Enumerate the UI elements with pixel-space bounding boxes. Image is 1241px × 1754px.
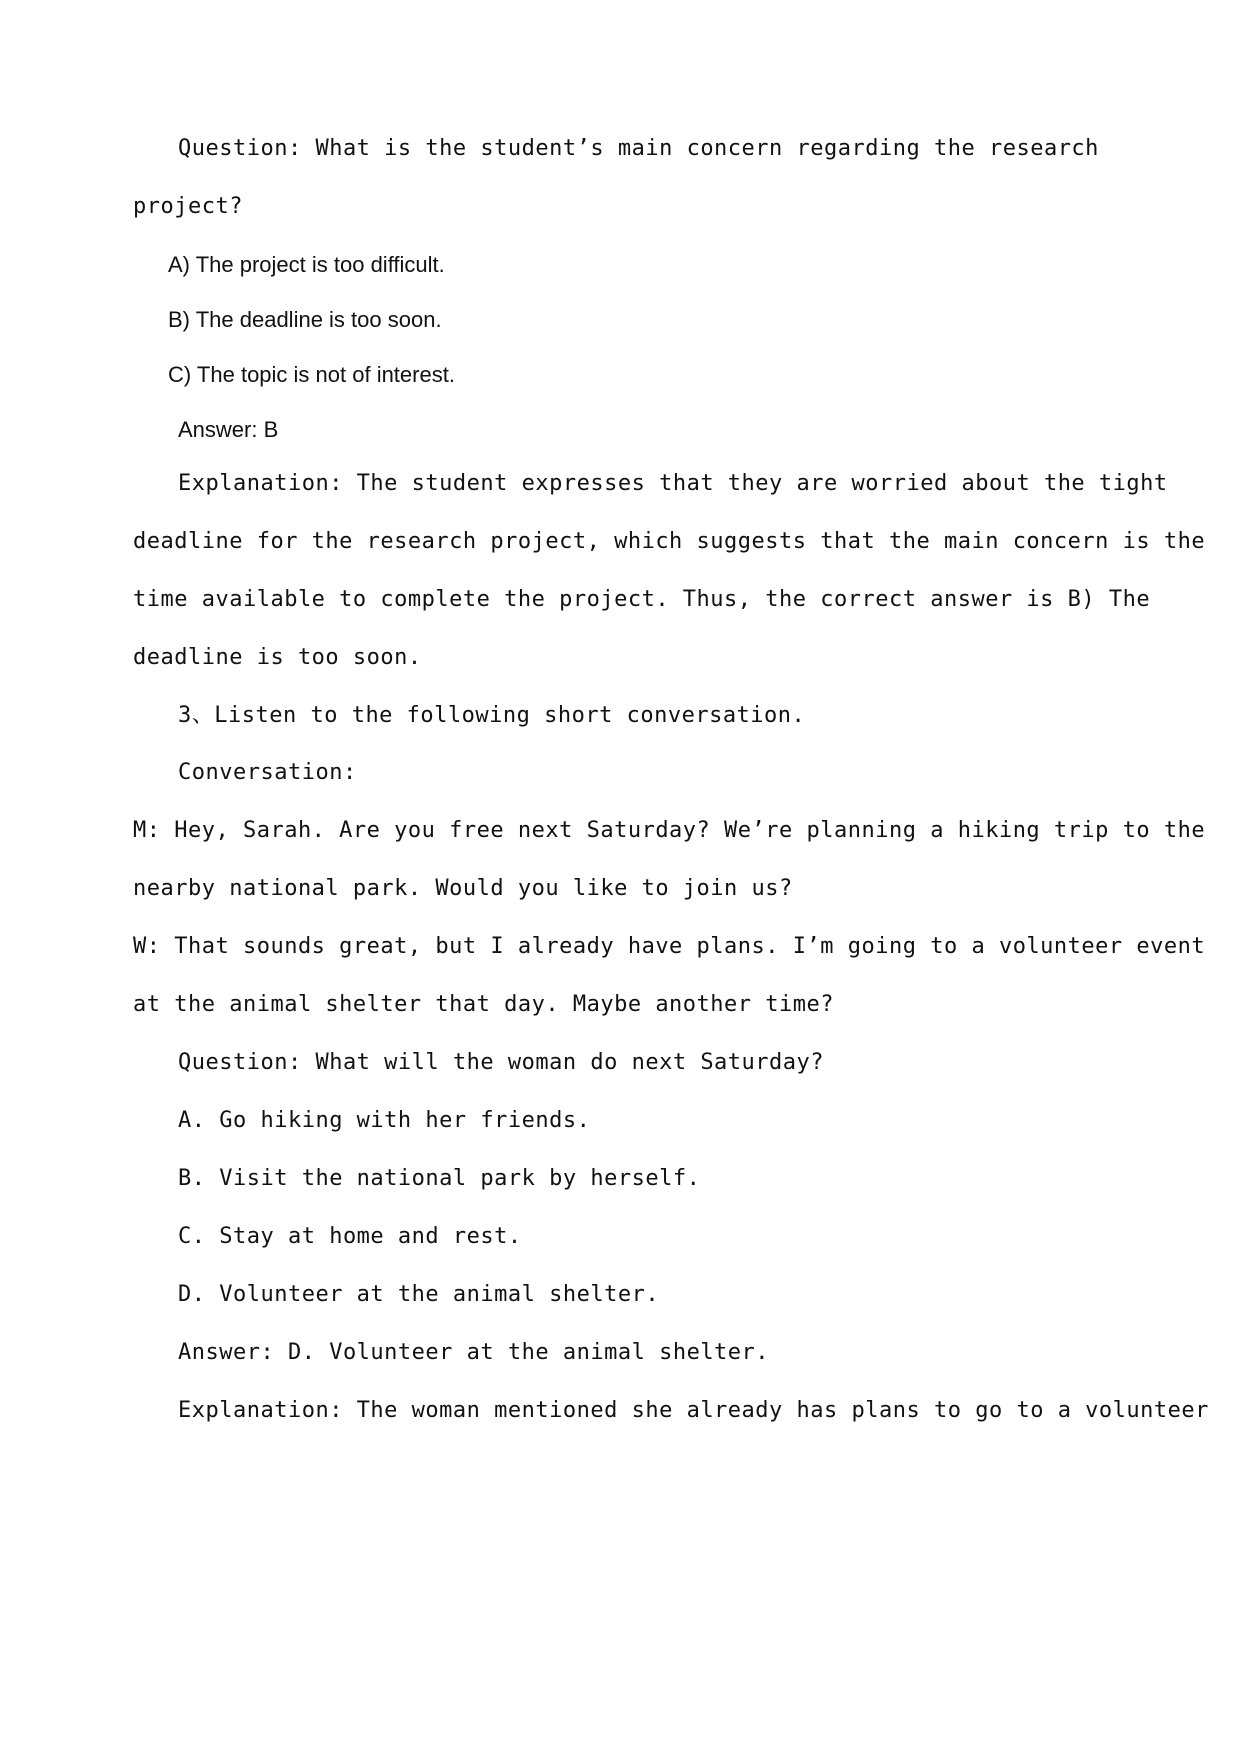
q2-explanation-line-1: Explanation: The student expresses that they are worried about the tight [178,471,1168,496]
q3-option-a: A. Go hiking with her friends. [178,1108,591,1133]
q2-option-a: A) The project is too difficult. [168,252,445,277]
q3-option-c: C. Stay at home and rest. [178,1224,522,1249]
q3-dialogue-line-1: M: Hey, Sarah. Are you free next Saturday? We’re planning a hiking trip to the [133,818,1206,843]
q2-explanation-line-2: deadline for the research project, which suggests that the main concern is the [133,529,1206,554]
q2-question-line-1: Question: What is the student’s main concern regarding the research [178,136,1099,161]
q2-answer: Answer: B [178,417,279,442]
q3-option-d: D. Volunteer at the animal shelter. [178,1282,660,1307]
q3-explanation-line-1: Explanation: The woman mentioned she already has plans to go to a volunteer [178,1398,1209,1423]
q3-question: Question: What will the woman do next Saturday? [178,1050,825,1075]
q3-heading: 3、Listen to the following short conversation. [178,703,806,728]
q2-explanation-line-4: deadline is too soon. [133,645,422,670]
q3-dialogue-line-3: W: That sounds great, but I already have plans. I’m going to a volunteer event [133,934,1206,959]
q3-option-b: B. Visit the national park by herself. [178,1166,701,1191]
q2-question-line-2: project? [133,194,243,219]
q2-explanation-line-3: time available to complete the project. Thus, the correct answer is B) The [133,587,1151,612]
q3-dialogue-line-4: at the animal shelter that day. Maybe another time? [133,992,835,1017]
q3-conversation-label: Conversation: [178,760,357,785]
q2-option-b: B) The deadline is too soon. [168,307,442,332]
q2-option-c: C) The topic is not of interest. [168,362,455,387]
q3-dialogue-line-2: nearby national park. Would you like to join us? [133,876,793,901]
q3-answer: Answer: D. Volunteer at the animal shelter. [178,1340,770,1365]
